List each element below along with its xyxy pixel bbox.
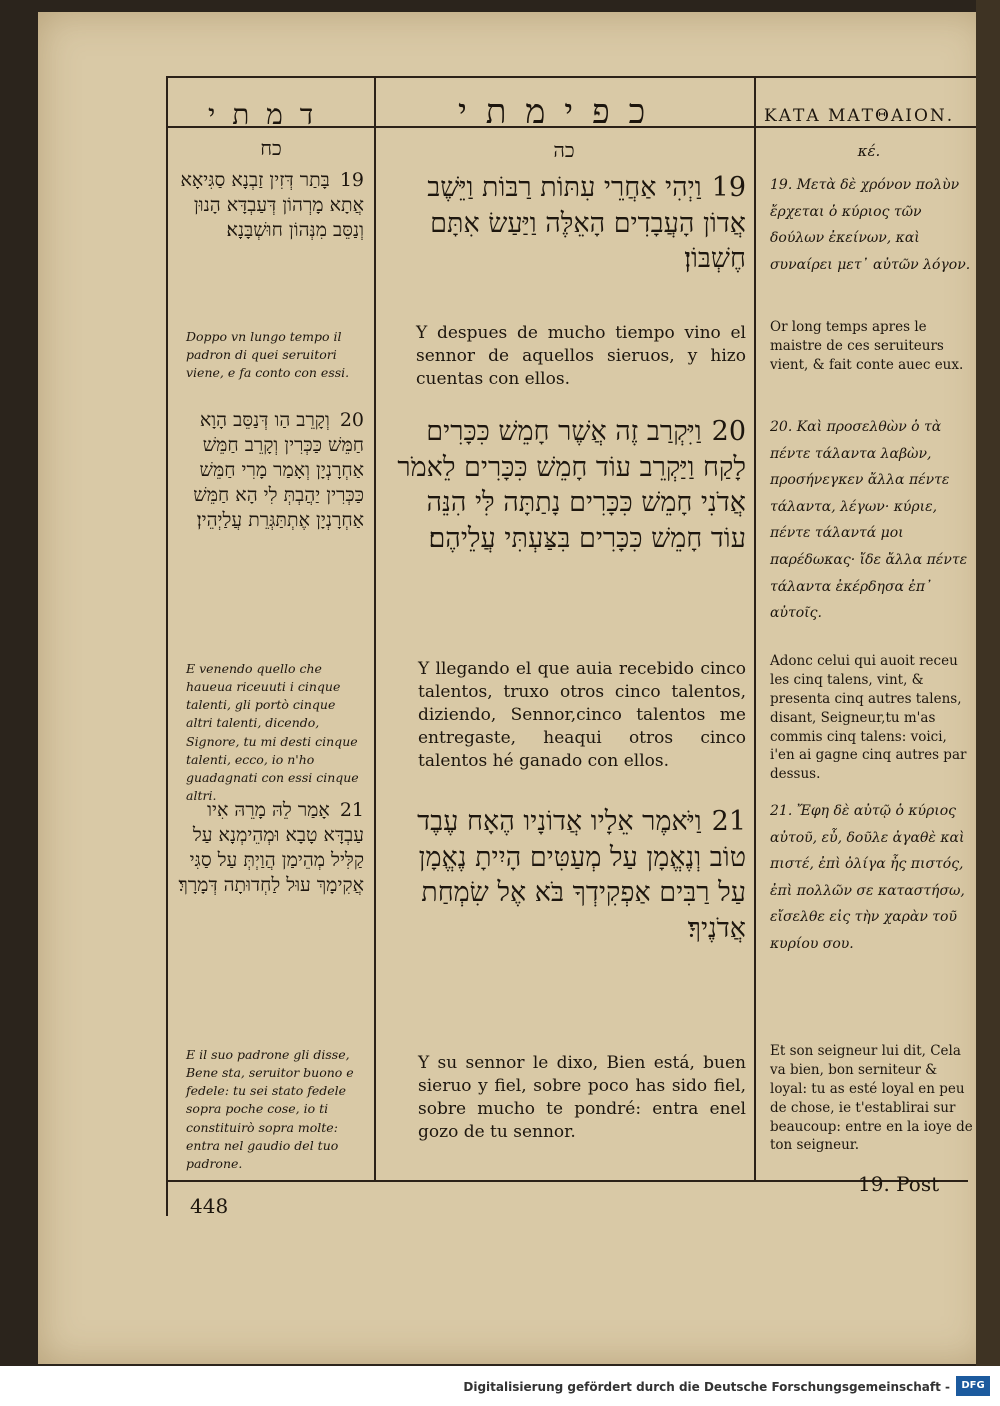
- footer-credit: Digitalisierung gefördert durch die Deutsche Forschungsgemeinschaft -: [463, 1380, 950, 1394]
- french-verse-20: Adonc celui qui auoit receu les cinq talens, vint, & presenta cinq autres talens, disant, Seigneur,tu m'as commis cinq talens: voici, i'en ai gagne cinq autres par dessus.: [770, 653, 967, 783]
- verse-number: 20: [339, 409, 364, 431]
- greek-verse-21: 21. Ἔφη δὲ αὐτῷ ὁ κύριος αὐτοῦ, εὖ, δοῦλε ἀγαθὲ καὶ πιστέ, ἐπὶ ὀλίγα ἦς πιστός, ἐπὶ πολλῶν σε καταστήσω, εἴσελθε εἰς τὴν χαρὰν τοῦ κυρίου σου.: [770, 803, 965, 952]
- verse-number: 19: [339, 169, 364, 191]
- spanish-verse-21: Y su sennor le dixo, Bien está, buen sieruo y fiel, sobre poco has sido fiel, sobre mucho te pondré: entra enel gozo de tu sennor.: [418, 1053, 746, 1142]
- hebrew-verse-20: [390, 414, 746, 557]
- verse-number: 20: [711, 416, 746, 447]
- aramaic-verse-20: [178, 408, 364, 533]
- running-head-hebrew: כ פ י מ ת י: [458, 92, 650, 132]
- running-head-greek: ΚΑΤΑ ΜΑΤΘΑΙΟΝ.: [764, 106, 955, 126]
- page-number: 448: [190, 1194, 229, 1218]
- italian-verse-21: E il suo padrone gli disse, Bene sta, seruitor buono e fedele: tu sei stato fedele sopra poche cose, io ti constituirò sopra molte: entra nel gaudio del tuo padrone.: [186, 1047, 354, 1171]
- greek-verse-20: 20. Καὶ προσελθὼν ὁ τὰ πέντε τάλαντα λαβὼν, προσήνεγκεν ἄλλα πέντε τάλαντα, λέγων· κύριε, πέντε τάλαντά μοι παρέδωκας· ἴδε ἄλλα πέντε τάλαντα ἐκέρδησα ἐπ᾽ αὐτοῖς.: [770, 419, 968, 622]
- chapter-number-greek: κέ.: [857, 142, 881, 160]
- hebrew-text: וַיֹּאמֶר אֵלָיו אֲדוֹנָיו הֶאָח עֶבֶד טוֹב וְנֶאֱמָן עַל מְעַטִּים הָיִיתָ נֶאֱמָן עַל רַבִּים אַפְקִידְךָ בֹּא אֶל שִׂמְחַת אֲדֹנֶיךָ׃: [417, 806, 746, 944]
- chapter-number-hebrew: כה: [553, 138, 575, 162]
- spanish-verse-20: Y llegando el que auia recebido cinco talentos, truxo otros cinco talentos, diziendo, Sennor,cinco talentos me entregaste, heaqui otros cinco talentos hé ganado con ellos.: [418, 659, 746, 771]
- bottom-rule: [166, 1180, 968, 1182]
- spanish-verse-19: Y despues de mucho tiempo vino el sennor de aquellos sieruos, y hizo cuentas con ellos.: [416, 323, 746, 389]
- footer-bar: [0, 1366, 1000, 1406]
- french-verse-19: Or long temps apres le maistre de ces seruiteurs vient, & fait conte auec eux.: [770, 319, 964, 373]
- aramaic-text: בָּתַר דְּזִין זַבְנָא סַגִּיאָא אֲתָא מָרְהוֹן דְּעַבְדָּא הָנוּן וְנַסֵּב מִנְּהוֹן חוּשְׁבָּנָא׃: [180, 169, 364, 242]
- aramaic-verse-21: [178, 798, 364, 898]
- hebrew-verse-21: [390, 804, 746, 947]
- binding-edge: [976, 0, 1000, 1368]
- greek-verse-19: 19. Μετὰ δὲ χρόνον πολὺν ἔρχεται ὁ κύριος τῶν δούλων ἐκείνων, καὶ συναίρει μετ᾽ αὐτῶν λόγον.: [770, 177, 971, 273]
- left-column-rule: [166, 76, 168, 1216]
- chapter-number-aramaic: כח: [260, 136, 282, 160]
- french-verse-21: Et son seigneur lui dit, Cela va bien, bon serniteur & loyal: tu as esté loyal en peu de chose, ie t'establirai sur beaucoup: entre en la ioye de ton seigneur.: [770, 1043, 973, 1154]
- aramaic-verse-19: [178, 168, 364, 243]
- verse-number: 21: [339, 799, 364, 821]
- aramaic-text: אָמַר לֵהּ מָרֵהּ אִיו עַבְדָּא טָבָא וּמְהֵימְנָא עַל קַלִּיל מְהֵימַן הֲוַיְתְּ עַל סַגִּי אֲקִימָךְ עוּל לַחְדוּתָה דְּמָרָךְ׃: [178, 799, 364, 897]
- right-column-rule: [754, 76, 756, 1180]
- book-page: [38, 12, 988, 1364]
- hebrew-verse-19: [390, 170, 746, 277]
- middle-column-rule: [374, 76, 376, 1180]
- verse-number: 21: [711, 806, 746, 837]
- catchword: 19. Post: [858, 1172, 940, 1196]
- aramaic-text: וְקָרֵב הַו דְּנַסֵּב הָוָא חַמֵּשׁ כַּכְּרִין וְקָרֵב חַמֵּשׁ אַחְרָנְיָן וְאָמַר מָרִי חַמֵּשׁ כַּכְּרִין יַהֲבְתְּ לִי הָא חַמֵּשׁ אַחְרָנְיָן אֶתְתַּגְּרֵת עֲלַיְהֵין׃: [193, 409, 364, 532]
- top-rule: [166, 76, 978, 78]
- italian-verse-20: E venendo quello che haueua riceuuti i cinque talenti, gli portò cinque altri talenti, dicendo, Signore, tu mi desti cinque talenti, ecco, io n'ho guadagnati con essi cinque altri.: [186, 661, 359, 803]
- hebrew-text: וַיְהִי אַחֲרֵי עִתּוֹת רַבּוֹת וַיֵּשֶׁב אֲדוֹן הָעֲבָדִים הָאֵלֶּה וַיַּעַשׂ אִתָּם חֶשְׁבּוֹן׃: [427, 172, 746, 275]
- hebrew-text: וַיִּקְרַב זֶה אֲשֶׁר חָמֵשׁ כִּכָּרִים לָקַח וַיַּקְרֵב עוֹד חָמֵשׁ כִּכָּרִים לֵאמֹר אֲדֹנִי חָמֵשׁ כִּכָּרִים נָתַתָּה לִּי הִנֵּה עוֹד חָמֵשׁ כִּכָּרִים בִּצַּעְתִּי עֲלֵיהֶם׃: [397, 416, 746, 554]
- italian-verse-19: Doppo vn lungo tempo il padron di quei seruitori viene, e fa conto con essi.: [186, 329, 350, 381]
- running-head-aramaic: ד מ ת י: [208, 98, 318, 131]
- dfg-logo: DFG: [956, 1376, 990, 1396]
- verse-number: 19: [711, 172, 746, 203]
